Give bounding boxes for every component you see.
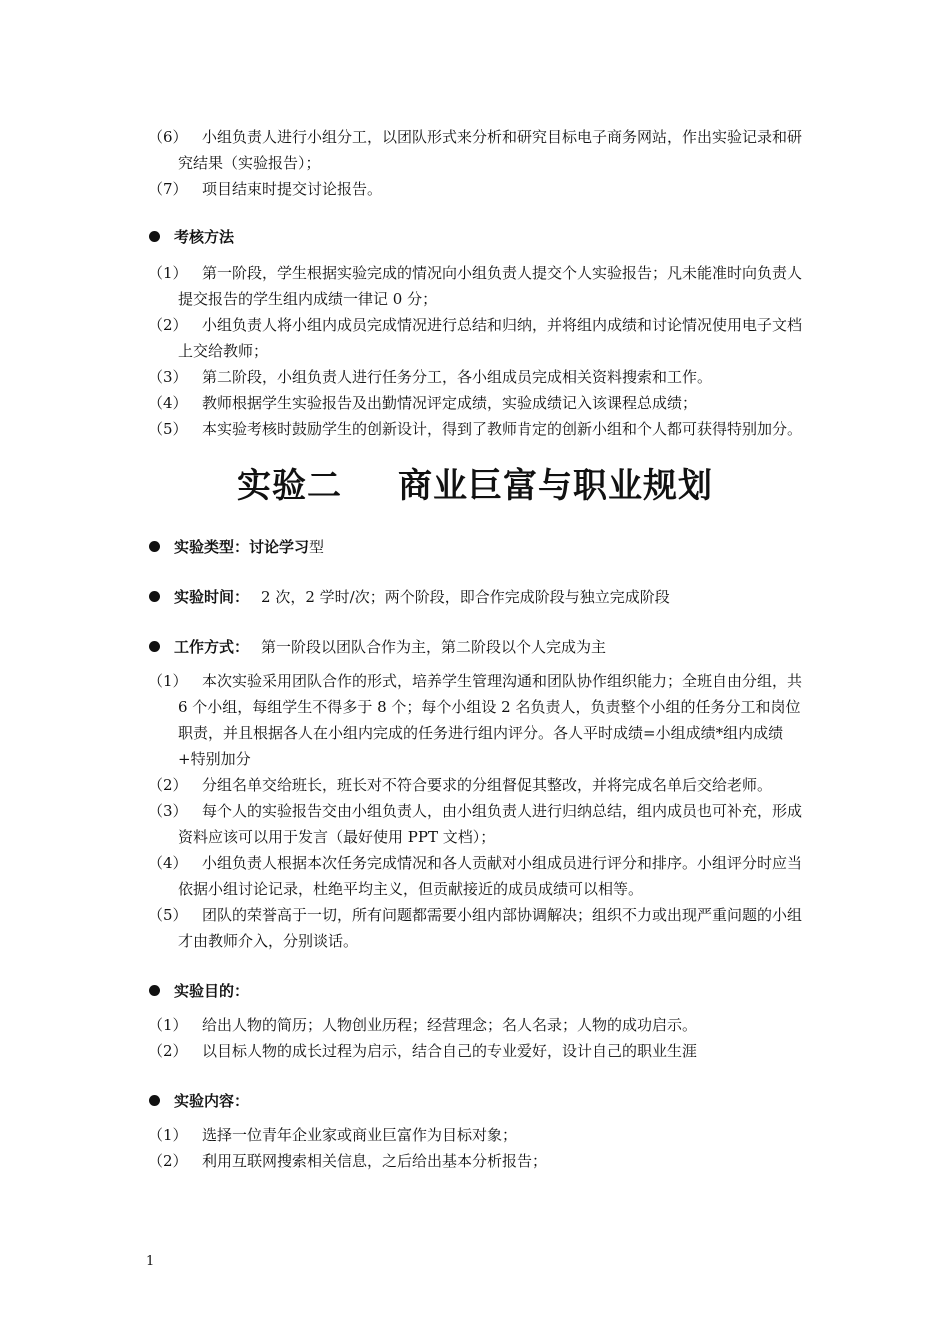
item-number: （4） — [148, 854, 188, 872]
work-mode-line — [148, 634, 808, 660]
item-number: （6） — [148, 128, 188, 146]
item-text: 本次实验采用团队合作的形式，培养学生管理沟通和团队协作组织能力；全班自由分组，共 6 个小组，每组学生不得多于 8 个；每个小组设 2 名负责人，负责整个小组的任务分工和岗位职责，并且根据各人在小组内完成的任务进行组内评分。各人平时成绩=小组成绩*组内成绩+特别加分 — [178, 672, 803, 768]
item-text: 选择一位青年企业家或商业巨富作为目标对象； — [202, 1126, 518, 1144]
bullet-icon — [149, 591, 160, 602]
section-heading: 实验目的： — [174, 982, 250, 1000]
item-number: （2） — [148, 316, 188, 334]
bullet-icon — [149, 985, 160, 996]
list-item — [148, 798, 808, 850]
list-item — [148, 260, 808, 312]
list-item — [148, 312, 808, 364]
item-text: 每个人的实验报告交由小组负责人，由小组负责人进行归纳总结，组内成员也可补充，形成资料应该可以用于发言（最好使用 PPT 文档）； — [178, 802, 803, 846]
list-item — [148, 364, 808, 390]
list-item — [148, 902, 808, 954]
bullet-icon — [149, 641, 160, 652]
list-item — [148, 850, 808, 902]
item-number: （2） — [148, 1042, 188, 1060]
item-number: （3） — [148, 368, 188, 386]
section-heading: 考核方法 — [174, 228, 235, 246]
item-text: 团队的荣誉高于一切，所有问题都需要小组内部协调解决；组织不力或出现严重问题的小组才由教师介入，分别谈话。 — [178, 906, 803, 950]
experiment-type-label: 实验类型：讨论学习 — [174, 538, 310, 556]
intro-list — [148, 124, 808, 202]
list-item — [148, 390, 808, 416]
section-heading: 实验内容： — [174, 1092, 250, 1110]
item-text: 小组负责人根据本次任务完成情况和各人贡献对小组成员进行评分和排序。小组评分时应当依据小组讨论记录，杜绝平均主义，但贡献接近的成员成绩可以相等。 — [178, 854, 803, 898]
list-item — [148, 176, 808, 202]
page-number: 1 — [146, 1254, 155, 1269]
work-mode-label: 工作方式： — [174, 638, 250, 656]
item-text: 利用互联网搜索相关信息，之后给出基本分析报告； — [202, 1152, 548, 1170]
item-number: （1） — [148, 264, 188, 282]
item-text: 本实验考核时鼓励学生的创新设计，得到了教师肯定的创新小组和个人都可获得特别加分。 — [202, 420, 803, 438]
item-text: 第一阶段，学生根据实验完成的情况向小组负责人提交个人实验报告；凡未能准时向负责人提交报告的学生组内成绩一律记 0 分； — [178, 264, 803, 308]
section-heading-content — [148, 1088, 808, 1114]
item-text: 小组负责人进行小组分工，以团队形式来分析和研究目标电子商务网站，作出实验记录和研究结果（实验报告）； — [178, 128, 803, 172]
item-number: （1） — [148, 1126, 188, 1144]
list-item — [148, 1122, 808, 1148]
page-content — [148, 124, 808, 1174]
item-number: （7） — [148, 180, 188, 198]
bullet-icon — [149, 1095, 160, 1106]
list-item — [148, 1038, 808, 1064]
bullet-icon — [149, 231, 160, 242]
section-heading-assessment — [148, 224, 808, 250]
experiment-title — [142, 462, 808, 510]
item-number: （5） — [148, 906, 188, 924]
item-text: 分组名单交给班长，班长对不符合要求的分组督促其整改，并将完成名单后交给老师。 — [202, 776, 773, 794]
list-item — [148, 668, 808, 772]
item-number: （4） — [148, 394, 188, 412]
item-text: 以目标人物的成长过程为启示，结合自己的专业爱好，设计自己的职业生涯 — [202, 1042, 698, 1060]
item-number: （1） — [148, 672, 188, 690]
work-mode-value: 第一阶段以团队合作为主，第二阶段以个人完成为主 — [261, 638, 607, 656]
item-number: （5） — [148, 420, 188, 438]
item-number: （3） — [148, 802, 188, 820]
experiment-time-label: 实验时间： — [174, 588, 250, 606]
work-list — [148, 668, 808, 954]
list-item — [148, 1012, 808, 1038]
experiment-type-suffix: 型 — [309, 538, 325, 556]
item-number: （2） — [148, 1152, 188, 1170]
list-item — [148, 1148, 808, 1174]
experiment-time-line — [148, 584, 808, 610]
assessment-list — [148, 260, 808, 442]
experiment-time-value: 2 次，2 学时/次；两个阶段，即合作完成阶段与独立完成阶段 — [261, 588, 670, 606]
item-text: 项目结束时提交讨论报告。 — [202, 180, 383, 198]
item-text: 小组负责人将小组内成员完成情况进行总结和归纳，并将组内成绩和讨论情况使用电子文档上交给教师； — [178, 316, 803, 360]
experiment-title-number: 实验二 — [237, 466, 342, 506]
item-text: 第二阶段，小组负责人进行任务分工，各小组成员完成相关资料搜索和工作。 — [202, 368, 713, 386]
list-item — [148, 124, 808, 176]
list-item — [148, 772, 808, 798]
section-heading-purpose — [148, 978, 808, 1004]
bullet-icon — [149, 541, 160, 552]
experiment-title-name: 商业巨富与职业规划 — [398, 466, 713, 506]
item-number: （1） — [148, 1016, 188, 1034]
purpose-list — [148, 1012, 808, 1064]
experiment-type-line — [148, 534, 808, 560]
list-item — [148, 416, 808, 442]
content-list — [148, 1122, 808, 1174]
item-text: 教师根据学生实验报告及出勤情况评定成绩，实验成绩记入该课程总成绩； — [202, 394, 698, 412]
item-number: （2） — [148, 776, 188, 794]
item-text: 给出人物的简历；人物创业历程；经营理念；名人名录；人物的成功启示。 — [202, 1016, 698, 1034]
